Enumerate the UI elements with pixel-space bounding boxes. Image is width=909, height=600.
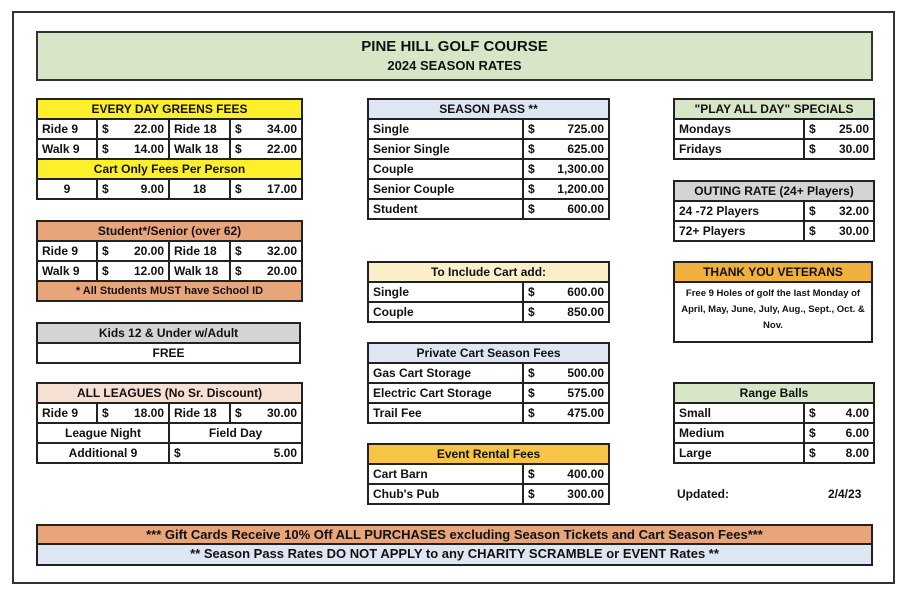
leagues-table <box>36 382 303 464</box>
cell-label: Large <box>674 443 804 463</box>
cell-money: $ 14.00 <box>97 139 169 159</box>
cell-label: 18 <box>169 179 230 199</box>
cell-money: $ 32.00 <box>804 201 874 221</box>
cell-money: $ 34.00 <box>230 119 302 139</box>
cell-label: Chub's Pub <box>368 484 523 504</box>
private-cart-header: Private Cart Season Fees <box>368 343 609 363</box>
page-title <box>36 31 873 81</box>
include-cart-table <box>367 261 610 323</box>
cell-label: Trail Fee <box>368 403 523 423</box>
season-label: 2024 SEASON RATES <box>387 58 522 73</box>
table-row <box>37 403 302 423</box>
cell-label: Ride 9 <box>37 241 97 261</box>
cell-money: $ 32.00 <box>230 241 302 261</box>
updated-date: 2/4/23 <box>828 487 862 501</box>
table-row <box>37 139 302 159</box>
student-id-note: * All Students MUST have School ID <box>37 281 302 301</box>
cell-label: Ride 18 <box>169 119 230 139</box>
kids-header: Kids 12 & Under w/Adult <box>37 323 300 343</box>
table-row <box>368 179 609 199</box>
cell-money: $ 600.00 <box>523 282 609 302</box>
course-name: PINE HILL GOLF COURSE <box>361 38 548 55</box>
outing-rate-table <box>673 180 875 242</box>
season-pass-table <box>367 98 610 220</box>
table-row <box>37 241 302 261</box>
league-night-label: League Night <box>37 423 169 443</box>
charity-banner: ** Season Pass Rates DO NOT APPLY to any CHARITY SCRAMBLE or EVENT Rates ** <box>36 545 873 566</box>
cell-label: Student <box>368 199 523 219</box>
private-cart-table <box>367 342 610 424</box>
cell-money: $ 575.00 <box>523 383 609 403</box>
cell-label: Senior Single <box>368 139 523 159</box>
cell-money: $ 12.00 <box>97 261 169 281</box>
cell-label: Walk 18 <box>169 261 230 281</box>
table-row <box>674 423 874 443</box>
cell-money: $ 625.00 <box>523 139 609 159</box>
table-row <box>368 282 609 302</box>
table-row <box>368 159 609 179</box>
cart-only-header: Cart Only Fees Per Person <box>37 159 302 179</box>
table-row <box>37 119 302 139</box>
cell-money: $ 850.00 <box>523 302 609 322</box>
include-cart-header: To Include Cart add: <box>368 262 609 282</box>
cell-money: $ 18.00 <box>97 403 169 423</box>
play-all-day-table <box>673 98 875 160</box>
cell-label: Single <box>368 119 523 139</box>
play-all-day-header: "PLAY ALL DAY" SPECIALS <box>674 99 874 119</box>
table-row <box>37 423 302 443</box>
cell-label: Walk 9 <box>37 261 97 281</box>
leagues-header: ALL LEAGUES (No Sr. Discount) <box>37 383 302 403</box>
table-row <box>674 119 874 139</box>
table-row <box>368 464 609 484</box>
veterans-text: Free 9 Holes of golf the last Monday of April, May, June, July, Aug., Sept., Oct. & Nov. <box>673 282 873 343</box>
cell-label: Ride 18 <box>169 241 230 261</box>
table-row <box>368 119 609 139</box>
table-row <box>368 484 609 504</box>
cell-label: 72+ Players <box>674 221 804 241</box>
cell-label: 24 -72 Players <box>674 201 804 221</box>
cell-money: $ 9.00 <box>97 179 169 199</box>
cell-money: $ 5.00 <box>169 443 302 463</box>
updated-label: Updated: <box>677 487 729 501</box>
cell-money: $ 6.00 <box>804 423 874 443</box>
table-row <box>368 363 609 383</box>
cell-label: Electric Cart Storage <box>368 383 523 403</box>
event-rental-table <box>367 443 610 505</box>
table-row <box>674 221 874 241</box>
cell-label: Ride 9 <box>37 119 97 139</box>
cell-money: $ 25.00 <box>804 119 874 139</box>
kids-table <box>36 322 301 364</box>
cell-money: $ 17.00 <box>230 179 302 199</box>
cell-money: $ 500.00 <box>523 363 609 383</box>
season-pass-header: SEASON PASS ** <box>368 99 609 119</box>
range-balls-table <box>673 382 875 464</box>
cell-money: $ 1,200.00 <box>523 179 609 199</box>
cell-label: Single <box>368 282 523 302</box>
cell-label: Small <box>674 403 804 423</box>
field-day-label: Field Day <box>169 423 302 443</box>
table-row <box>674 443 874 463</box>
table-row <box>37 179 302 199</box>
table-row <box>368 302 609 322</box>
outing-header: OUTING RATE (24+ Players) <box>674 181 874 201</box>
cell-label: Gas Cart Storage <box>368 363 523 383</box>
cell-money: $ 22.00 <box>97 119 169 139</box>
cell-money: $ 8.00 <box>804 443 874 463</box>
range-header: Range Balls <box>674 383 874 403</box>
cell-label: Fridays <box>674 139 804 159</box>
cell-label: Ride 9 <box>37 403 97 423</box>
additional-9-label: Additional 9 <box>37 443 169 463</box>
student-header: Student*/Senior (over 62) <box>37 221 302 241</box>
table-row <box>674 403 874 423</box>
cell-money: $ 475.00 <box>523 403 609 423</box>
cell-label: Couple <box>368 159 523 179</box>
table-row <box>37 261 302 281</box>
cell-label: Ride 18 <box>169 403 230 423</box>
cell-label: 9 <box>37 179 97 199</box>
cell-money: $ 30.00 <box>230 403 302 423</box>
cell-label: Couple <box>368 302 523 322</box>
cell-label: Cart Barn <box>368 464 523 484</box>
cell-label: Medium <box>674 423 804 443</box>
greens-fees-table <box>36 98 303 200</box>
table-row <box>674 201 874 221</box>
table-row <box>674 139 874 159</box>
cell-label: Mondays <box>674 119 804 139</box>
cell-money: $ 30.00 <box>804 221 874 241</box>
cell-money: $ 20.00 <box>230 261 302 281</box>
table-row <box>368 199 609 219</box>
kids-price: FREE <box>37 343 300 363</box>
cell-money: $ 600.00 <box>523 199 609 219</box>
greens-header: EVERY DAY GREENS FEES <box>37 99 302 119</box>
veterans-header: THANK YOU VETERANS <box>674 262 872 282</box>
cell-money: $ 4.00 <box>804 403 874 423</box>
cell-money: $ 725.00 <box>523 119 609 139</box>
student-senior-table <box>36 220 303 302</box>
table-row <box>37 443 302 463</box>
cell-money: $ 300.00 <box>523 484 609 504</box>
cell-money: $ 22.00 <box>230 139 302 159</box>
cell-money: $ 400.00 <box>523 464 609 484</box>
cell-label: Walk 9 <box>37 139 97 159</box>
cell-money: $ 30.00 <box>804 139 874 159</box>
cell-money: $ 20.00 <box>97 241 169 261</box>
veterans-table <box>673 261 873 283</box>
cell-label: Senior Couple <box>368 179 523 199</box>
table-row <box>368 403 609 423</box>
cell-money: $ 1,300.00 <box>523 159 609 179</box>
event-header: Event Rental Fees <box>368 444 609 464</box>
cell-label: Walk 18 <box>169 139 230 159</box>
gift-card-banner: *** Gift Cards Receive 10% Off ALL PURCHASES excluding Season Tickets and Cart Season Fees*** <box>36 524 873 545</box>
table-row <box>368 139 609 159</box>
table-row <box>368 383 609 403</box>
